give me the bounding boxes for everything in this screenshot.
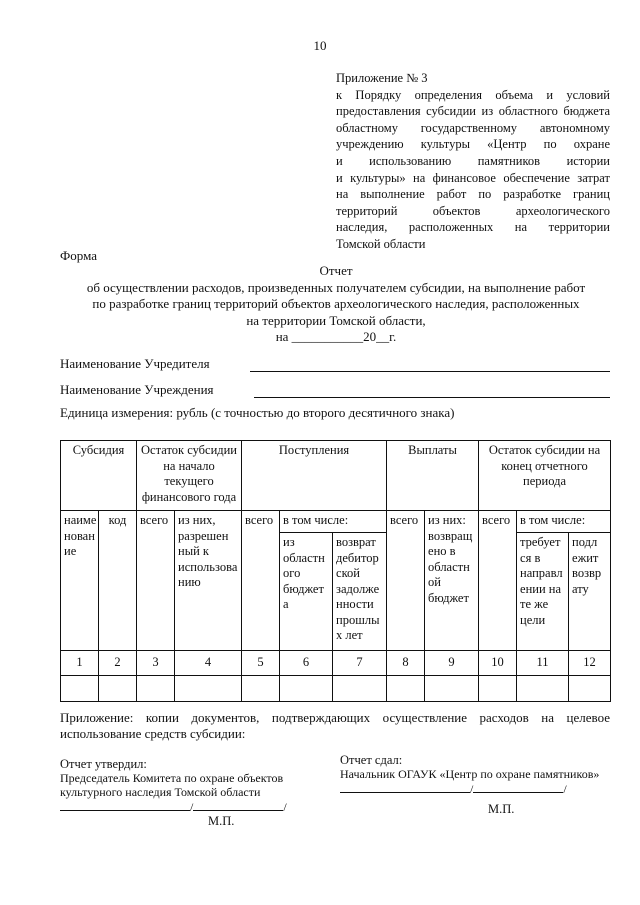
form-label: Форма: [60, 248, 97, 263]
slash: /: [470, 782, 474, 796]
attachment-note-line: использование средств субсидии:: [60, 726, 246, 741]
report-title-line: по разработке границ территорий объектов археологического наследия, расположенных: [92, 296, 580, 311]
report-title: [60, 263, 612, 346]
header-subsidy: Субсидия: [61, 441, 137, 511]
appendix-line: учреждению культуры «Центр по охране: [336, 137, 610, 152]
appendix-line: областному государственному автономному: [336, 120, 610, 135]
header-payments: Выплаты: [387, 441, 479, 511]
unit-of-measure: Единица измерения: рубль (с точностью до второго десятичного знака): [60, 405, 455, 420]
header-from-budget: из областн ого бюджет а: [280, 533, 333, 651]
header-code: код: [99, 511, 137, 651]
table-cell-empty[interactable]: [425, 676, 479, 702]
header-balance-start: Остаток субсидии на начало текущего финансового года: [137, 441, 242, 511]
report-title-line: об осуществлении расходов, произведенных получателем субсидии, на выполнение работ: [86, 279, 586, 295]
stamp-place-label: М.П.: [488, 802, 515, 816]
header-receipts: Поступления: [242, 441, 387, 511]
header-return-receivables: возврат дебитор ской задолже нности прошлы х лет: [333, 533, 387, 651]
report-date-line: на ___________20__г.: [275, 329, 397, 344]
attachment-note: [60, 710, 610, 742]
header-including: в том числе:: [280, 511, 387, 533]
slash: /: [190, 800, 194, 814]
column-number: 8: [387, 651, 425, 676]
report-table: [60, 440, 611, 702]
page-number: 10: [313, 38, 327, 53]
header-total: всего: [387, 511, 425, 651]
appendix-line: территорий объектов археологического: [336, 203, 610, 218]
appendix-line: к Порядку определения объема и условий: [336, 87, 610, 102]
header-allowed-for-use: из них, разрешен ный к использова нию: [175, 511, 242, 651]
table-cell-empty[interactable]: [333, 676, 387, 702]
header-total: всего: [242, 511, 280, 651]
approver-signature-line[interactable]: [60, 799, 310, 814]
header-to-return: подл ежит возвр ату: [569, 533, 611, 651]
founder-field-row: [60, 356, 610, 372]
table-cell-empty[interactable]: [137, 676, 175, 702]
approved-label: Отчет утвердил:: [60, 757, 147, 771]
appendix-line: Томской области: [336, 236, 426, 251]
header-required-same-purpose: требует ся в направл ении на те же цели: [517, 533, 569, 651]
submitter-signature-line[interactable]: [340, 781, 610, 796]
header-returned-to-budget: из них: возвращ ено в областн ой бюджет: [425, 511, 479, 651]
appendix-line: на выполнение работ по разработке границ: [336, 187, 610, 202]
table-cell-empty[interactable]: [280, 676, 333, 702]
founder-input-line[interactable]: [250, 357, 610, 372]
report-title-line: Отчет: [319, 263, 353, 278]
table-cell-empty[interactable]: [61, 676, 99, 702]
column-number: 1: [61, 651, 99, 676]
column-number: 2: [99, 651, 137, 676]
report-title-line: на территории Томской области,: [246, 312, 426, 328]
column-number: 7: [333, 651, 387, 676]
slash: /: [563, 782, 567, 796]
founder-label: Наименование Учредителя: [60, 356, 210, 371]
table-cell-empty[interactable]: [242, 676, 280, 702]
table-cell-empty[interactable]: [175, 676, 242, 702]
submitter-signature-block: [340, 753, 610, 816]
appendix-line: предоставления субсидии из областного бюджета: [336, 104, 610, 119]
header-including: в том числе:: [517, 511, 611, 533]
submitted-label: Отчет сдал:: [340, 753, 403, 767]
appendix-note: [336, 70, 610, 253]
column-number: 4: [175, 651, 242, 676]
appendix-line: Приложение № 3: [336, 71, 428, 85]
appendix-line: наследия, расположенных на территории: [336, 220, 610, 235]
institution-field-row: [60, 382, 610, 398]
table-cell-empty[interactable]: [569, 676, 611, 702]
table-cell-empty[interactable]: [517, 676, 569, 702]
table-cell-empty[interactable]: [479, 676, 517, 702]
header-name: наиме нован ие: [61, 511, 99, 651]
column-number: 5: [242, 651, 280, 676]
header-total: всего: [137, 511, 175, 651]
header-balance-end: Остаток субсидии на конец отчетного периода: [479, 441, 611, 511]
header-total: всего: [479, 511, 517, 651]
slash: /: [283, 800, 287, 814]
attachment-note-line: Приложение: копии документов, подтверждающих осуществление расходов на целевое: [60, 710, 610, 725]
approver-title: Председатель Комитета по охране объектов культурного наследия Томской области: [60, 771, 284, 799]
institution-label: Наименование Учреждения: [60, 382, 214, 397]
submitter-title: Начальник ОГАУК «Центр по охране памятников»: [340, 767, 600, 781]
column-number: 9: [425, 651, 479, 676]
appendix-line: и использованию памятников истории: [336, 153, 610, 168]
column-number: 12: [569, 651, 611, 676]
institution-input-line[interactable]: [254, 383, 610, 398]
column-number: 10: [479, 651, 517, 676]
appendix-line: и культуры» на финансовое обеспечение затрат: [336, 170, 610, 185]
table-cell-empty[interactable]: [387, 676, 425, 702]
table-cell-empty[interactable]: [99, 676, 137, 702]
approver-signature-block: [60, 757, 310, 828]
column-number: 11: [517, 651, 569, 676]
stamp-place-label: М.П.: [208, 814, 235, 828]
column-number: 3: [137, 651, 175, 676]
column-number: 6: [280, 651, 333, 676]
